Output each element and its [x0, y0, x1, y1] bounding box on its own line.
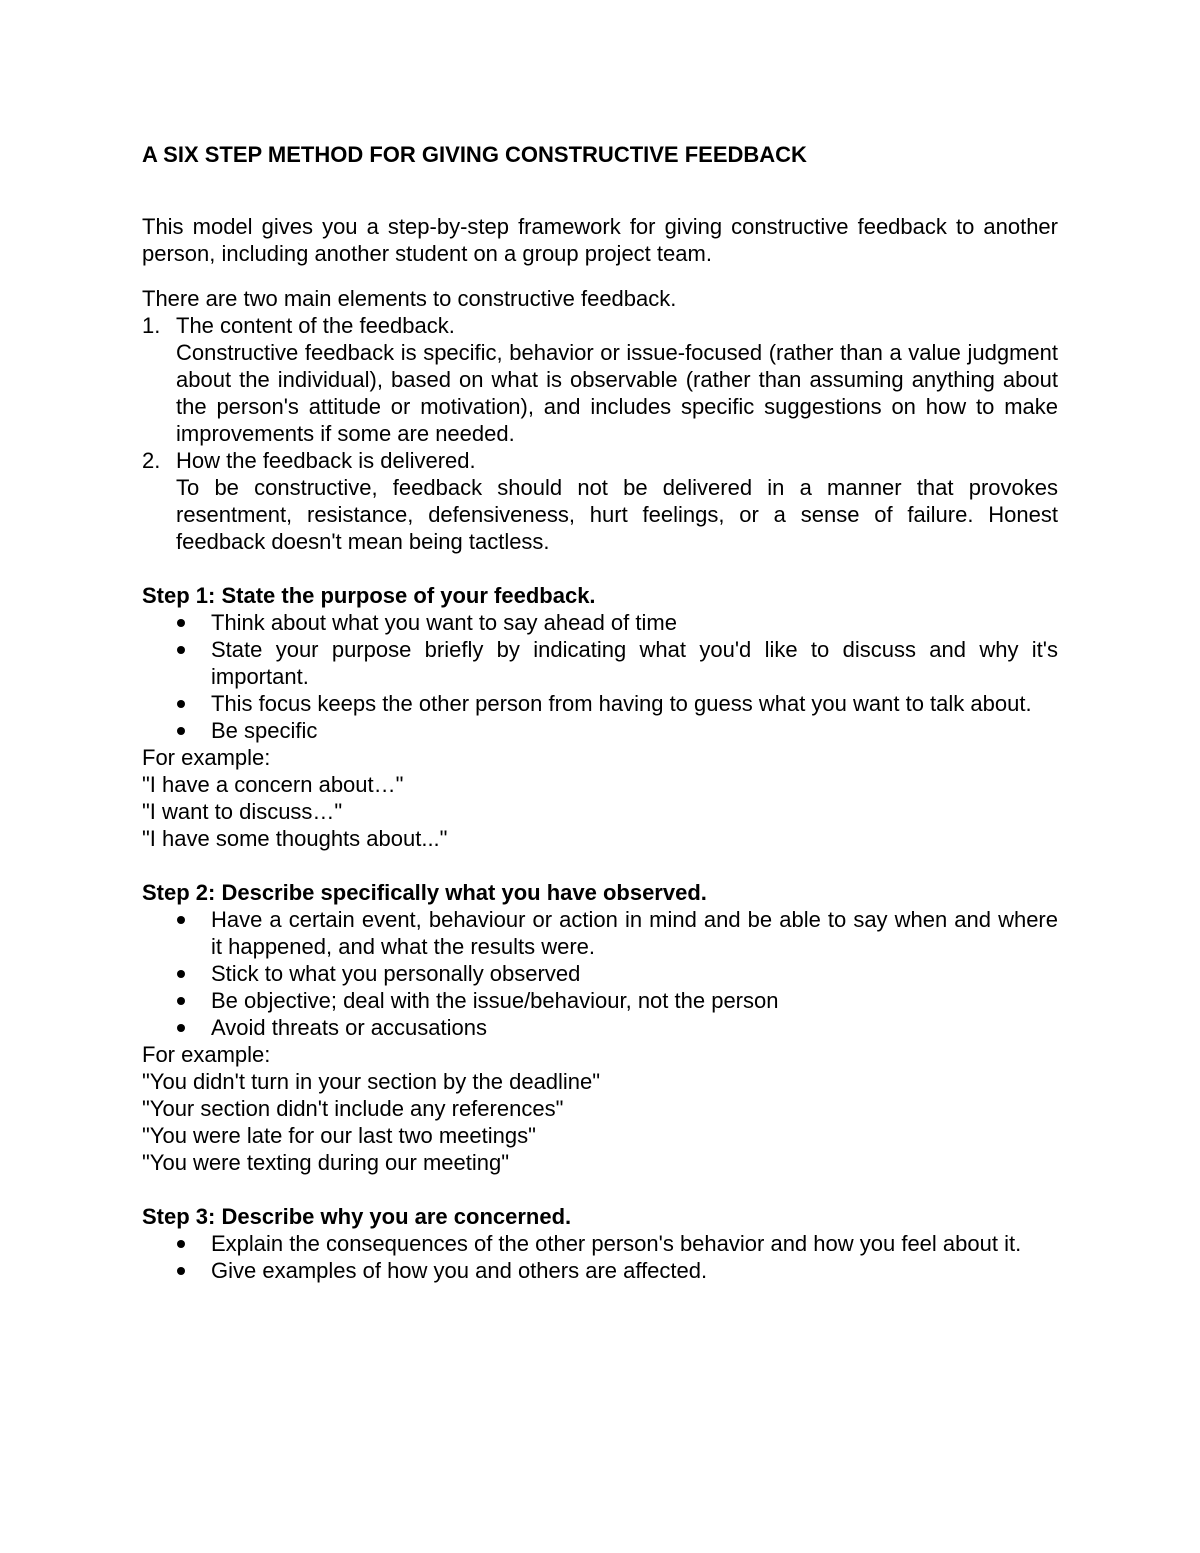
bullet-dot-icon — [177, 997, 185, 1005]
step-heading: Step 3: Describe why you are concerned. — [142, 1204, 572, 1229]
step-2-section — [142, 879, 1058, 1176]
intro-paragraph: This model gives you a step-by-step framework for giving constructive feedback to another person, including another student on a group project team. — [142, 214, 1058, 266]
bullet-text: Stick to what you personally observed — [211, 961, 581, 986]
bullet-item — [142, 906, 1058, 960]
example-label: For example: — [142, 745, 271, 770]
step-bullet-list — [142, 906, 1058, 1041]
element-description: Constructive feedback is specific, behavior or issue-focused (rather than a value judgment about the individual), based on what is observable (rather than assuming anything about the person's attitude or motivation), and includes specific suggestions on how to make improvements if some are needed. — [176, 340, 1058, 446]
bullet-text: Explain the consequences of the other person's behavior and how you feel about it. — [211, 1231, 1022, 1256]
example-quote: "I have some thoughts about..." — [142, 826, 448, 851]
element-heading: The content of the feedback. — [176, 313, 455, 338]
example-quote: "You were late for our last two meetings" — [142, 1123, 536, 1148]
bullet-item — [142, 609, 1058, 636]
bullet-dot-icon — [177, 1240, 185, 1248]
element-number: 1. — [142, 313, 161, 338]
bullet-dot-icon — [177, 1267, 185, 1275]
example-quote: "You were texting during our meeting" — [142, 1150, 510, 1175]
bullet-item — [142, 717, 1058, 744]
elements-lead: There are two main elements to constructive feedback. — [142, 286, 677, 311]
bullet-dot-icon — [177, 700, 185, 708]
bullet-text: Avoid threats or accusations — [211, 1015, 487, 1040]
bullet-dot-icon — [177, 646, 185, 654]
element-item — [142, 312, 1058, 447]
bullet-dot-icon — [177, 619, 185, 627]
bullet-text: Have a certain event, behaviour or action in mind and be able to say when and where it happened, and what the results were. — [211, 907, 1058, 959]
element-description: To be constructive, feedback should not be delivered in a manner that provokes resentment, resistance, defensiveness, hurt feelings, or a sense of failure. Honest feedback doesn't mean being tactless. — [176, 475, 1058, 554]
bullet-text: Be objective; deal with the issue/behaviour, not the person — [211, 988, 779, 1013]
bullet-text: Be specific — [211, 718, 318, 743]
document-page — [142, 141, 1058, 1284]
bullet-item — [142, 1014, 1058, 1041]
example-quote: "I want to discuss…" — [142, 799, 343, 824]
bullet-text: Think about what you want to say ahead of time — [211, 610, 677, 635]
bullet-dot-icon — [177, 916, 185, 924]
bullet-item — [142, 960, 1058, 987]
bullet-dot-icon — [177, 970, 185, 978]
bullet-dot-icon — [177, 1024, 185, 1032]
document-title: A SIX STEP METHOD FOR GIVING CONSTRUCTIVE FEEDBACK — [142, 142, 807, 167]
bullet-item — [142, 636, 1058, 690]
element-heading: How the feedback is delivered. — [176, 448, 476, 473]
step-1-section — [142, 582, 1058, 852]
bullet-text: Give examples of how you and others are affected. — [211, 1258, 708, 1283]
bullet-dot-icon — [177, 727, 185, 735]
bullet-text: This focus keeps the other person from having to guess what you want to talk about. — [211, 691, 1032, 716]
bullet-item — [142, 1257, 1058, 1284]
step-bullet-list — [142, 1230, 1058, 1284]
bullet-text: State your purpose briefly by indicating what you'd like to discuss and why it's important. — [211, 637, 1058, 689]
elements-list — [142, 312, 1058, 555]
step-bullet-list — [142, 609, 1058, 744]
element-item — [142, 447, 1058, 555]
step-heading: Step 2: Describe specifically what you have observed. — [142, 880, 707, 905]
step-3-section — [142, 1203, 1058, 1284]
bullet-item — [142, 987, 1058, 1014]
bullet-item — [142, 690, 1058, 717]
example-quote: "I have a concern about…" — [142, 772, 404, 797]
step-heading: Step 1: State the purpose of your feedback. — [142, 583, 596, 608]
bullet-item — [142, 1230, 1058, 1257]
example-quote: "Your section didn't include any references" — [142, 1096, 564, 1121]
example-label: For example: — [142, 1042, 271, 1067]
example-quote: "You didn't turn in your section by the deadline" — [142, 1069, 601, 1094]
element-number: 2. — [142, 448, 161, 473]
